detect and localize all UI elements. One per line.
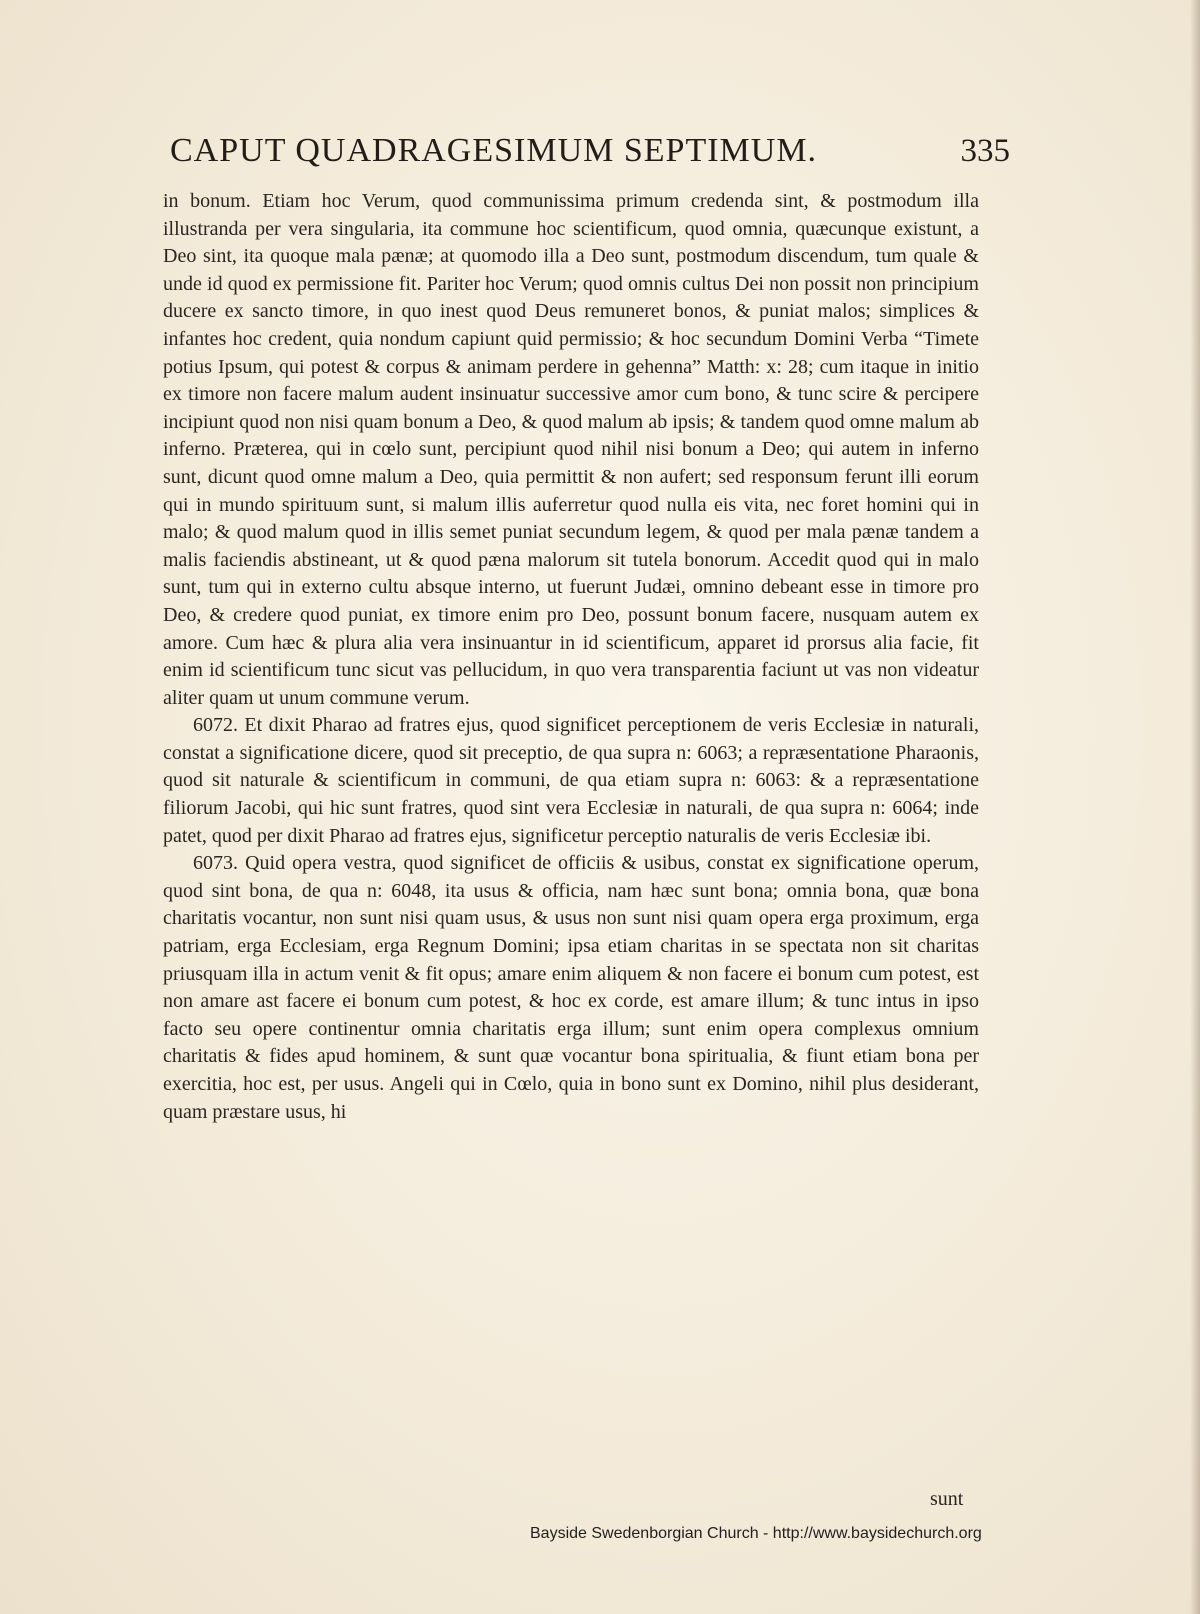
catchword: sunt (930, 1488, 964, 1510)
page-header (170, 132, 1010, 170)
body-text (163, 188, 979, 1126)
footer-credit: Bayside Swedenborgian Church - http://www.baysidechurch.org (530, 1525, 982, 1542)
paragraph-continuation: in bonum. Etiam hoc Verum, quod communissima primum credenda sint, & postmodum illa illustranda per vera singularia, ita commune hoc scientificum, quod omnia, quæcunque existunt, a Deo sint, ita quoque mala pænæ; at quomodo illa a Deo sunt, postmodum discendum, tum quale & unde id quod ex permissione fit. Pariter hoc Verum; quod omnis cultus Dei non possit non principium ducere ex sancto timore, in quo inest quod Deus remuneret bonos, & puniat malos; simplices & infantes hoc credent, quia nondum capiunt quid permissio; & hoc secundum Domini Verba “Timete potius Ipsum, qui potest & corpus & animam perdere in gehenna” Matth: x: 28; cum itaque in initio ex timore non facere malum audent insinuatur successive amor cum bono, & tunc scire & percipere incipiunt quod non nisi quam bonum a Deo, & quod malum ab ipsis; & tandem quod omne malum ab inferno. Præterea, qui in cœlo sunt, percipiunt quod nihil nisi bonum a Deo; qui autem in inferno sunt, dicunt quod omne malum a Deo, quia permittit & non aufert; sed responsum ferunt illi eorum qui in mundo spirituum sunt, si malum illis auferretur quod nulla eis vita, nec foret homini qui in malo; & quod malum quod in illis semet puniat secundum legem, & quod per mala pænæ tandem a malis faciendis abstineant, ut & quod pæna malorum sit tutela bonorum. Accedit quod qui in malo sunt, tum qui in externo cultu absque interno, ut fuerunt Judæi, omnino debeant esse in timore pro Deo, & credere quod puniat, ex timore enim pro Deo, possunt bonum facere, nusquam autem ex amore. Cum hæc & plura alia vera insinuantur in id scientificum, apparet id prorsus alia facie, fit enim id scientificum tunc sicut vas pellucidum, in quo vera transparentia faciunt ut vas non videatur aliter quam ut unum commune verum. (163, 190, 979, 709)
paragraph-6073: 6073. Quid opera vestra, quod significet de officiis & usibus, constat ex significatione operum, quod sint bona, de qua n: 6048, ita usus & officia, nam hæc sunt bona; omnia bona, quæ bona charitatis vocantur, non sunt nisi quam usus, & usus non sunt nisi quam opera erga proximum, erga patriam, erga Ecclesiam, erga Regnum Domini; ipsa etiam charitas in se spectata non sit charitas priusquam illa in actum venit & fit opus; amare enim aliquem & non facere ei bonum cum potest, est non amare ast facere ei bonum cum potest, & hoc ex corde, est amare illum; & tunc intus in ipso facto seu opere continentur omnia charitatis erga illum; sunt enim opera complexus omnium charitatis & fides apud hominem, & sunt quæ vocantur bona spiritualia, & fiunt etiam bona per exercitia, hoc est, per usus. Angeli qui in Cœlo, quia in bono sunt ex Domino, nihil plus desiderant, quam præstare usus, hi (163, 852, 979, 1123)
page-edge-shadow (1190, 0, 1200, 1614)
running-title: CAPUT QUADRAGESIMUM SEPTIMUM. (170, 132, 818, 169)
page-number: 335 (960, 133, 1010, 169)
paragraph-6072: 6072. Et dixit Pharao ad fratres ejus, quod significet perceptionem de veris Ecclesiæ in naturali, constat a significatione dicere, quod sit preceptio, de qua supra n: 6063; a repræsentatione Pharaonis, quod sit naturale & scientificum in communi, de qua etiam supra n: 6063: & a repræsentatione filiorum Jacobi, qui hic sunt fratres, quod sint vera Ecclesiæ in naturali, de qua supra n: 6064; inde patet, quod per dixit Pharao ad fratres ejus, significetur perceptio naturalis de veris Ecclesiæ ibi. (163, 714, 979, 847)
